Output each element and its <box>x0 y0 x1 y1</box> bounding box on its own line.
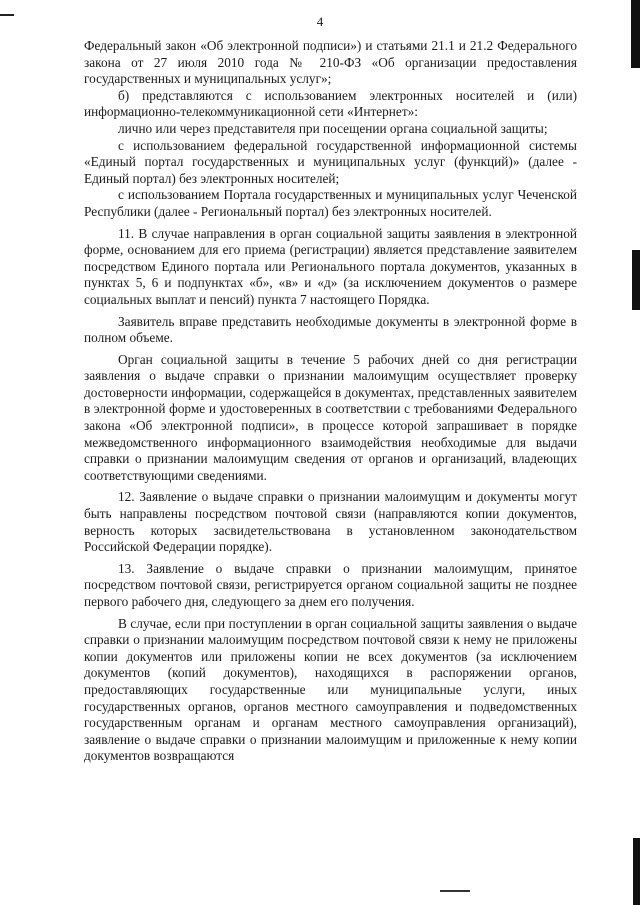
text-block <box>84 38 577 765</box>
paragraph: Заявитель вправе представить необходимые документы в электронной форме в полном объеме. <box>84 313 577 346</box>
page-number: 4 <box>316 14 324 29</box>
paragraph: 12. Заявление о выдаче справки о признании малоимущим и документы могут быть направлены посредством почтовой связи (направляются копии документов, верность которых засвидетельствована в установленном законодательством Российской Федерации порядке). <box>84 489 577 555</box>
scan-bar-bottom <box>633 838 640 905</box>
paragraph: 11. В случае направления в орган социальной защиты заявления в электронной форме, основанием для его приема (регистрации) является представление заявителем посредством Единого портала или Регионального портала документов, указанных в пунктах 5, 6 и подпунктах «б», «в» и «д» (за исключением документов о размере социальных выплат и пенсий) пункта 7 настоящего Порядка. <box>84 225 577 307</box>
paragraph: 13. Заявление о выдаче справки о признании малоимущим, принятое посредством почтовой связи, регистрируется органом социальной защиты не позднее первого рабочего дня, следующего за днем его получения. <box>84 560 577 609</box>
scan-bar-top <box>631 0 640 68</box>
paragraph: б) представляются с использованием электронных носителей и (или) информационно-телекоммуникационной сети «Интернет»: <box>84 87 577 120</box>
paragraph: Орган социальной защиты в течение 5 рабочих дней со дня регистрации заявления о выдаче справки о признании малоимущим осуществляет проверку достоверности информации, содержащейся в документах, представленных заявителем в электронной форме и удостоверенных в соответствии с требованиями Федерального закона «Об электронной подписи», в процессе которой запрашивает в порядке межведомственного информационного взаимодействия необходимые для выдачи справки о признании малоимущим сведения от органов и организаций, владеющих соответствующими сведениями. <box>84 351 577 483</box>
paragraph: В случае, если при поступлении в орган социальной защиты заявления о выдаче справки о признании малоимущим посредством почтовой связи к нему не приложены копии документов или приложены копии не всех документов (за исключением документов (копий документов), находящихся в распоряжении органов, предоставляющих государственные или муниципальные услуги, иных государственных органов, органов местного самоуправления и подведомственных государственным органам и органам местного самоуправления организаций), заявление о выдаче справки о признании малоимущим и приложенные к нему копии документов возвращаются <box>84 615 577 764</box>
scan-tick-bottom <box>440 890 470 892</box>
paragraph: с использованием Портала государственных и муниципальных услуг Чеченской Республики (далее - Региональный портал) без электронных носителей. <box>84 187 577 219</box>
paragraph: с использованием федеральной государственной информационной системы «Единый портал государственных и муниципальных услуг (функций)» (далее - Единый портал) без электронных носителей; <box>84 137 577 186</box>
scan-edge-right <box>618 0 640 905</box>
scan-bar-middle <box>632 250 640 310</box>
paragraph: Федеральный закон «Об электронной подписи») и статьями 21.1 и 21.2 Федерального закона от 27 июля 2010 года № 210-ФЗ «Об организации предоставления государственных и муниципальных услуг»; <box>84 38 577 87</box>
paragraph: лично или через представителя при посещении органа социальной защиты; <box>118 120 548 136</box>
